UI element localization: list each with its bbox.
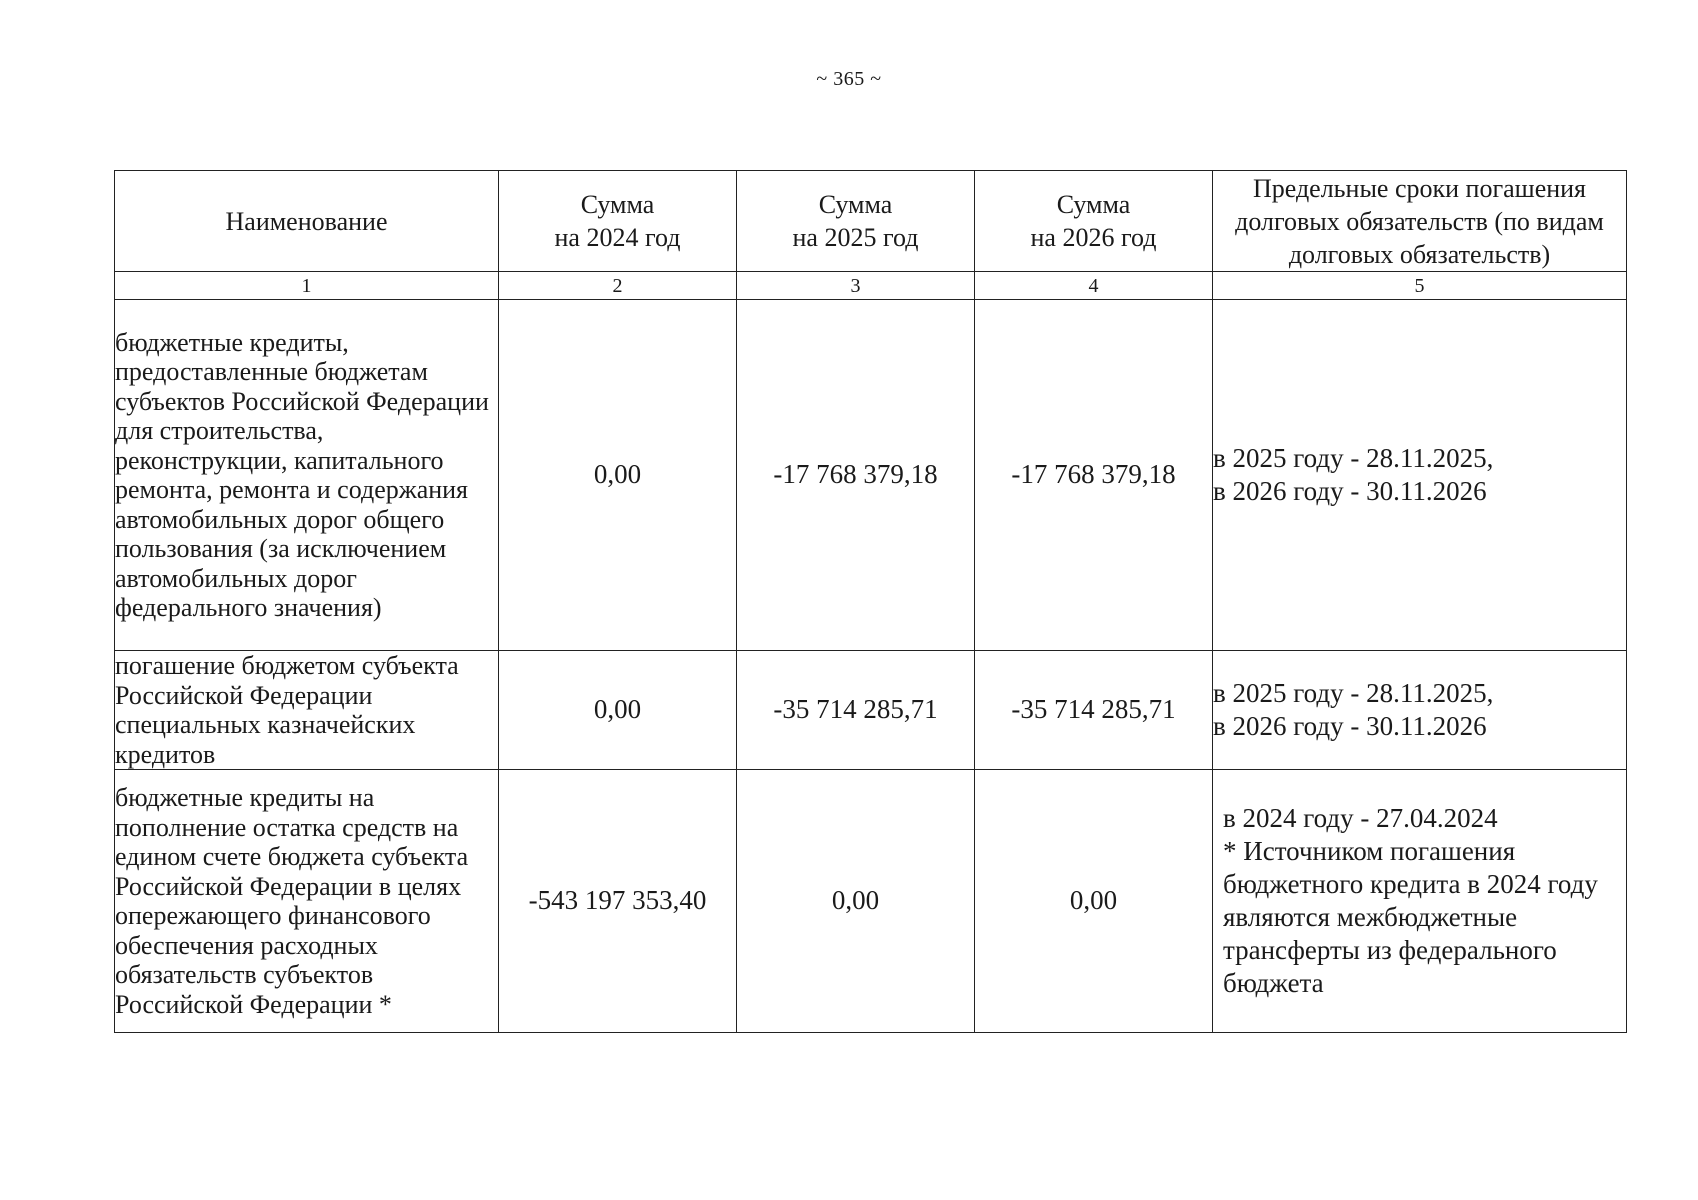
column-number: 2 [499,272,737,300]
sum-2024-cell: -543 197 353,40 [499,770,737,1033]
sum-2026-cell: -35 714 285,71 [975,651,1213,770]
column-number-row [115,272,1627,300]
term-line: в 2026 году - 30.11.2026 [1213,711,1487,741]
sum-2026-cell: -17 768 379,18 [975,300,1213,651]
term-line: в 2024 году - 27.04.2024 [1223,803,1498,833]
sum-2024-cell: 0,00 [499,651,737,770]
terms-cell [1213,300,1627,651]
column-number: 5 [1213,272,1627,300]
term-line: в 2026 году - 30.11.2026 [1213,476,1487,506]
table-row [115,300,1627,651]
header-terms: Предельные сроки погашения долговых обязательств (по видам долговых обязательств) [1213,171,1627,272]
term-line: в 2025 году - 28.11.2025, [1213,443,1494,473]
table-row [115,770,1627,1033]
sum-2025-cell: 0,00 [737,770,975,1033]
sum-2026-cell: 0,00 [975,770,1213,1033]
terms-cell [1213,651,1627,770]
header-sum-2024 [499,171,737,272]
row-name: бюджетные кредиты, предоставленные бюджетам субъектов Российской Федерации для строительства, реконструкции, капитального ремонта, ремонта и содержания автомобильных дорог общего пользования (за исключением автомобильных дорог федерального значения) [115,300,499,651]
term-line: в 2025 году - 28.11.2025, [1213,678,1494,708]
table-header-row [115,171,1627,272]
header-name: Наименование [115,171,499,272]
column-number: 4 [975,272,1213,300]
term-footnote: * Источником погашения бюджетного кредита в 2024 году являются межбюджетные трансферты из федерального бюджета [1223,836,1598,998]
sum-2024-cell: 0,00 [499,300,737,651]
header-sum-2025-text: Сумма на 2025 год [792,190,919,252]
page-number: ~ 365 ~ [816,68,882,90]
sum-2025-cell: -17 768 379,18 [737,300,975,651]
header-sum-2024-text: Сумма на 2024 год [554,190,681,252]
row-name: бюджетные кредиты на пополнение остатка средств на едином счете бюджета субъекта Российской Федерации в целях опережающего финансового обеспечения расходных обязательств субъектов Российской Федерации * [115,770,499,1033]
table-row [115,651,1627,770]
column-number: 3 [737,272,975,300]
terms-cell [1213,770,1627,1033]
sum-2025-cell: -35 714 285,71 [737,651,975,770]
header-sum-2026-text: Сумма на 2026 год [1030,190,1157,252]
row-name: погашение бюджетом субъекта Российской Федерации специальных казначейских кредитов [115,651,499,770]
budget-credits-table [114,170,1627,1033]
header-sum-2026 [975,171,1213,272]
header-sum-2025 [737,171,975,272]
column-number: 1 [115,272,499,300]
